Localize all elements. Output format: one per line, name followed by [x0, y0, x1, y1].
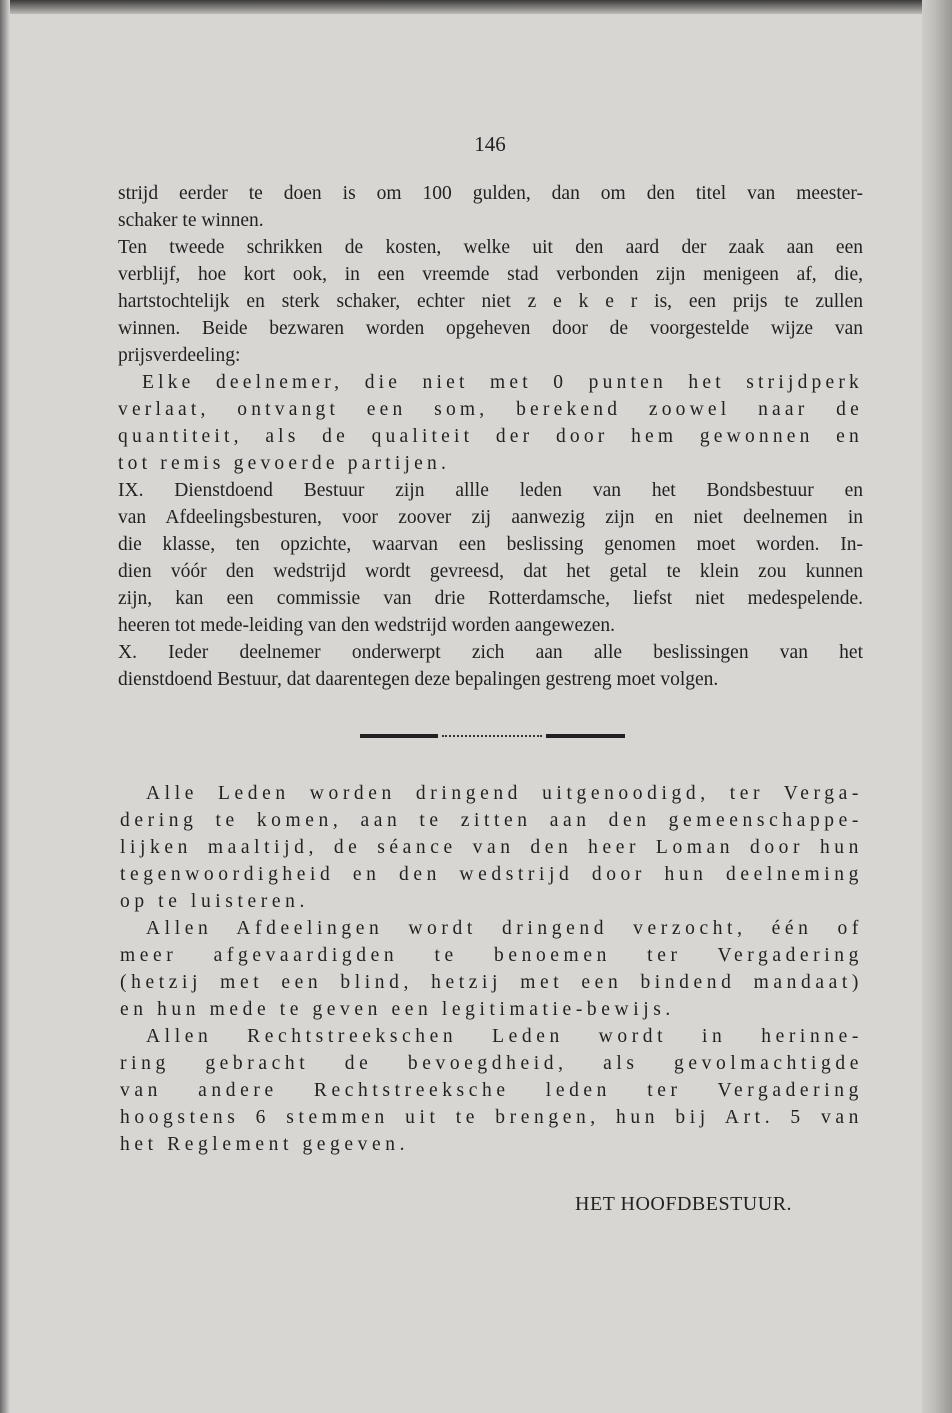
divider-dots [442, 735, 542, 739]
notice-line: en hun mede te geven een legitimatie-bewijs. [120, 999, 675, 1020]
body-line: Ten tweede schrikken de kosten, welke uit den aard der zaak aan een [118, 237, 863, 258]
body-line: schaker te winnen. [118, 210, 264, 231]
signature: HET HOOFDBESTUUR. [575, 1193, 793, 1215]
body-line: van Afdeelingsbesturen, voor zoover zij aanwezig zijn en niet deelnemen in [118, 507, 863, 528]
scan-left-edge [0, 0, 10, 1413]
body-line: verblijf, hoe kort ook, in een vreemde stad verbonden zijn menigeen af, die, [118, 264, 863, 285]
notice-line: van andere Rechtstreeksche leden ter Vergadering [120, 1080, 863, 1101]
body-line: hartstochtelijk en sterk schaker, echter niet z e k e r is, een prijs te zullen [118, 291, 863, 312]
notice-line: tegenwoordigheid en den wedstrijd door hun deelneming [120, 864, 863, 885]
body-line: verlaat, ontvangt een som, berekend zoowel naar de [118, 399, 863, 420]
body-line: X. Ieder deelnemer onderwerpt zich aan alle beslissingen van het [118, 642, 863, 663]
body-line: prijsverdeeling: [118, 345, 241, 366]
divider-bar-left [360, 734, 438, 738]
body-line: winnen. Beide bezwaren worden opgeheven door de voorgestelde wijze van [118, 318, 863, 339]
section-divider [360, 734, 625, 740]
body-line: IX. Dienstdoend Bestuur zijn allle leden van het Bondsbestuur en [118, 480, 863, 501]
notice-line: lijken maaltijd, de séance van den heer Loman door hun [120, 837, 863, 858]
body-line: dien vóór den wedstrijd wordt gevreesd, dat het getal te klein zou kunnen [118, 561, 863, 582]
notice-line: meer afgevaardigden te benoemen ter Vergadering [120, 945, 863, 966]
scan-top-edge [0, 0, 952, 14]
body-line: Elke deelnemer, die niet met 0 punten het strijdperk [142, 372, 863, 393]
divider-bar-right [546, 734, 625, 738]
body-line: die klasse, ten opzichte, waarvan een beslissing genomen moet worden. In- [118, 534, 863, 555]
notice-line: ring gebracht de bevoegdheid, als gevolmachtigde [120, 1053, 863, 1074]
body-line: strijd eerder te doen is om 100 gulden, dan om den titel van meester- [118, 183, 863, 204]
notice-line: hoogstens 6 stemmen uit te brengen, hun bij Art. 5 van [120, 1107, 863, 1128]
notice-line: Allen Afdeelingen wordt dringend verzocht, één of [146, 918, 863, 939]
notice-line: op te luisteren. [120, 891, 309, 912]
notice-line: Alle Leden worden dringend uitgenoodigd, ter Verga- [146, 783, 863, 804]
body-line: dienstdoend Bestuur, dat daarentegen deze bepalingen gestreng moet volgen. [118, 669, 719, 690]
page-number: 146 [474, 132, 506, 156]
body-line: quantiteit, als de qualiteit der door hem gewonnen en [118, 426, 863, 447]
scan-right-edge [922, 0, 952, 1413]
body-line: tot remis gevoerde partijen. [118, 453, 451, 474]
notice-line: Allen Rechtstreekschen Leden wordt in herinne- [146, 1026, 863, 1047]
body-line: heeren tot mede-leiding van den wedstrijd worden aangewezen. [118, 615, 616, 636]
body-line: zijn, kan een commissie van drie Rotterdamsche, liefst niet medespelende. [118, 588, 863, 609]
notice-line: dering te komen, aan te zitten aan den gemeenschappe- [120, 810, 863, 831]
notice-line: het Reglement gegeven. [120, 1134, 410, 1155]
notice-line: (hetzij met een blind, hetzij met een bindend mandaat) [120, 972, 863, 993]
